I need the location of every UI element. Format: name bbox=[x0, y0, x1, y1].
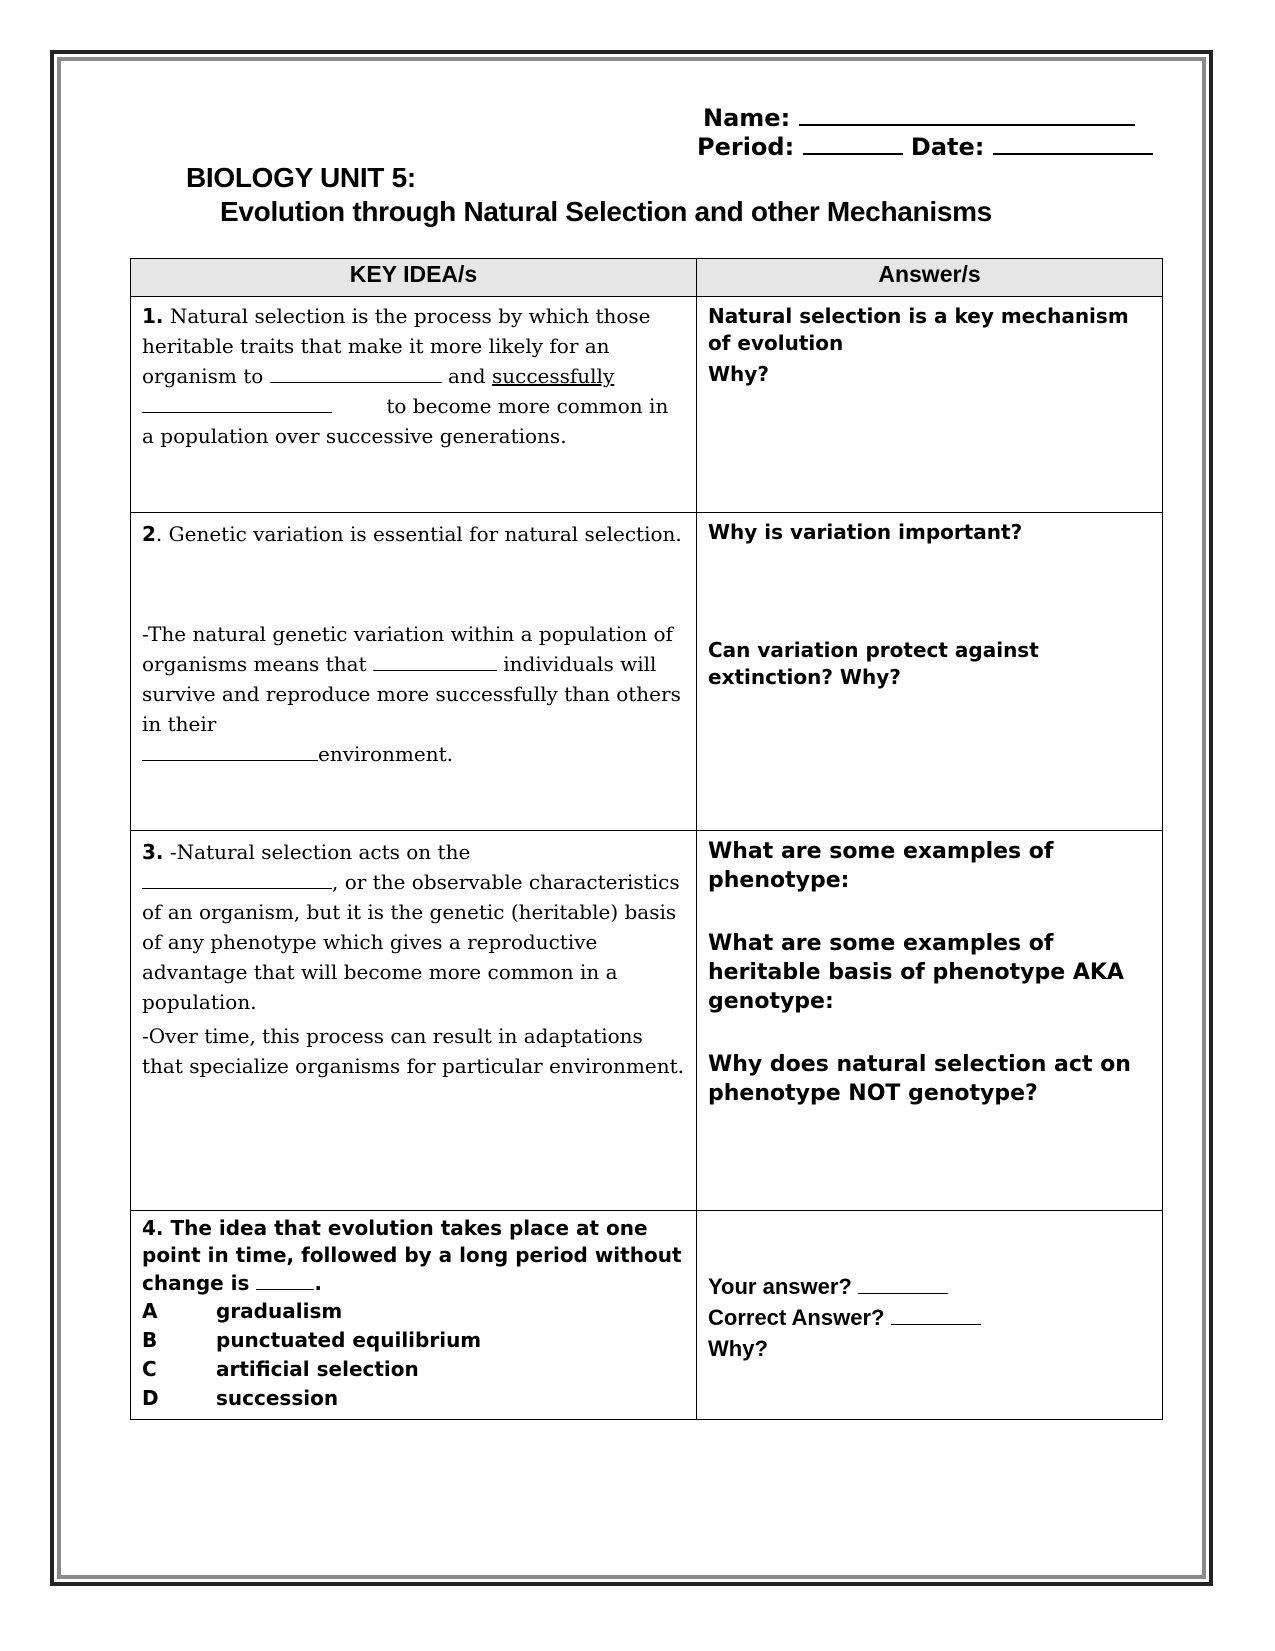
date-blank[interactable] bbox=[993, 131, 1153, 155]
item-number: 1. bbox=[142, 304, 164, 328]
option-d[interactable]: D succession bbox=[142, 1386, 339, 1410]
your-answer-blank[interactable] bbox=[858, 1273, 948, 1294]
answer-blank[interactable] bbox=[373, 650, 497, 671]
item-number: 3. bbox=[142, 840, 164, 864]
header-key-ideas: KEY IDEA/s bbox=[131, 259, 697, 297]
item-number: 4. bbox=[142, 1216, 164, 1240]
option-a[interactable]: A gradualism bbox=[142, 1299, 343, 1323]
item-number: 2 bbox=[142, 522, 156, 546]
answer-blank[interactable] bbox=[142, 868, 332, 889]
worksheet-table bbox=[130, 258, 1163, 1420]
key-idea-4: 4. The idea that evolution takes place at one point in time, followed by a long period without change is . A gradualism B punctuated equilibrium C artificial selection D succession bbox=[131, 1211, 697, 1420]
option-b[interactable]: B punctuated equilibrium bbox=[142, 1328, 482, 1352]
name-blank[interactable] bbox=[799, 102, 1135, 126]
key-idea-1: 1. Natural selection is the process by which those heritable traits that make it more likely for an organism to and successfully to become more common in a population over successive generations. bbox=[131, 297, 697, 513]
table-row bbox=[131, 513, 1163, 831]
key-idea-3: 3. -Natural selection acts on the , or the observable characteristics of an organism, but it is the genetic (heritable) basis of any phenotype which gives a reproductive advantage that will become more common in a population. -Over time, this process can result in adaptations that specialize organisms for particular environment. bbox=[131, 831, 697, 1211]
name-line bbox=[703, 102, 1135, 132]
page-subtitle: Evolution through Natural Selection and other Mechanisms bbox=[220, 196, 992, 227]
header-answers: Answer/s bbox=[697, 259, 1163, 297]
period-label: Period: bbox=[697, 133, 795, 161]
page-title: BIOLOGY UNIT 5: bbox=[186, 162, 416, 193]
answer-blank[interactable] bbox=[142, 392, 332, 413]
answer-blank[interactable] bbox=[256, 1269, 314, 1290]
option-c[interactable]: C artificial selection bbox=[142, 1357, 419, 1381]
answer-3: What are some examples of phenotype: What are some examples of heritable basis of phenotype AKA genotype: Why does natural selection act on phenotype NOT genotype? bbox=[697, 831, 1163, 1211]
answer-blank[interactable] bbox=[270, 362, 442, 383]
answer-blank[interactable] bbox=[142, 740, 318, 761]
table-row bbox=[131, 297, 1163, 513]
date-label: Date: bbox=[910, 133, 985, 161]
table-row bbox=[131, 831, 1163, 1211]
table-row bbox=[131, 1211, 1163, 1420]
answer-4: Your answer? Correct Answer? Why? bbox=[697, 1211, 1163, 1420]
correct-answer-blank[interactable] bbox=[891, 1304, 981, 1325]
answer-2: Why is variation important? Can variation protect against extinction? Why? bbox=[697, 513, 1163, 831]
table-header-row bbox=[131, 259, 1163, 297]
period-blank[interactable] bbox=[803, 131, 903, 155]
name-label: Name: bbox=[703, 104, 791, 132]
period-date-line bbox=[697, 131, 1153, 161]
key-idea-2: 2. Genetic variation is essential for natural selection. -The natural genetic variation within a population of organisms means that individuals will survive and reproduce more successfully than others in their environment. bbox=[131, 513, 697, 831]
answer-1: Natural selection is a key mechanism of evolution Why? bbox=[697, 297, 1163, 513]
